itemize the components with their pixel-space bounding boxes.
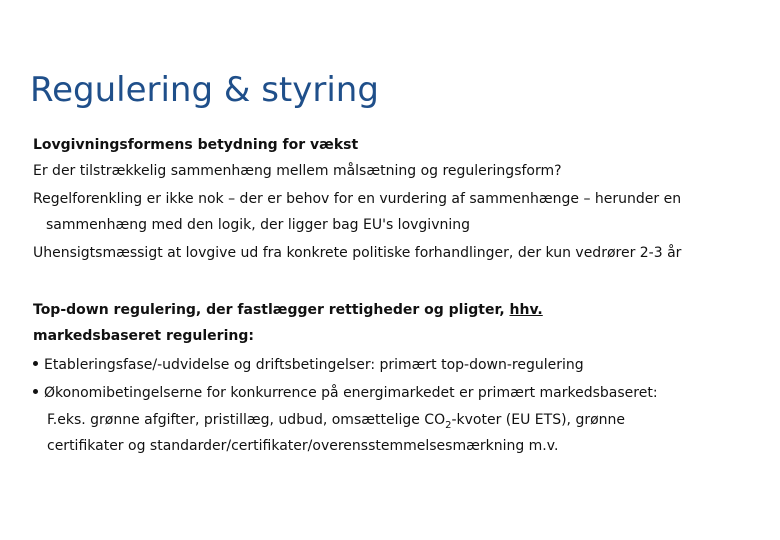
bullet-text-etablering: Etableringsfase/-udvidelse og driftsbetingelser: primært top-down-regulering (44, 357, 584, 373)
section-heading-lovgivning: Lovgivningsformens betydning for vækst (33, 137, 359, 153)
uhensigtsmaessigt-text: Uhensigtsmæssigt at lovgive ud fra konkrete politiske forhandlinger, der kun vedrører 2-3 år (33, 245, 682, 261)
section-heading-topdown (33, 297, 543, 323)
bullet-continuation-line2: certifikater og standarder/certifikater/overensstemmelsesmærkning m.v. (47, 438, 559, 454)
co2-subscript: 2 (445, 419, 452, 431)
bullet-continuation-line1 (47, 407, 625, 433)
bullet-icon (33, 389, 38, 394)
bullet-item-etablering (33, 352, 584, 378)
slide-title: Regulering & styring (30, 70, 379, 110)
bullet-text-oekonomi: Økonomibetingelserne for konkurrence på energimarkedet er primært markedsbaseret: (44, 385, 658, 401)
bullet-icon (33, 361, 38, 366)
bullet-item-oekonomi (33, 380, 658, 406)
question-text: Er der tilstrækkelig sammenhæng mellem målsætning og reguleringsform? (33, 163, 562, 179)
regelforenkling-text-line2: sammenhæng med den logik, der ligger bag EU's lovgivning (46, 217, 471, 233)
regelforenkling-text-line1: Regelforenkling er ikke nok – der er behov for en vurdering af sammenhænge – herunder en (33, 191, 682, 207)
hhv-underlined: hhv. (509, 302, 543, 318)
feks-text: F.eks. grønne afgifter, pristillæg, udbud, omsættelige CO (47, 412, 446, 428)
kvoter-text: -kvoter (EU ETS), grønne (451, 412, 626, 428)
section-heading-markedsbaseret: markedsbaseret regulering: (33, 328, 254, 344)
section-heading-topdown-text: Top-down regulering, der fastlægger rettigheder og pligter, (33, 302, 510, 318)
